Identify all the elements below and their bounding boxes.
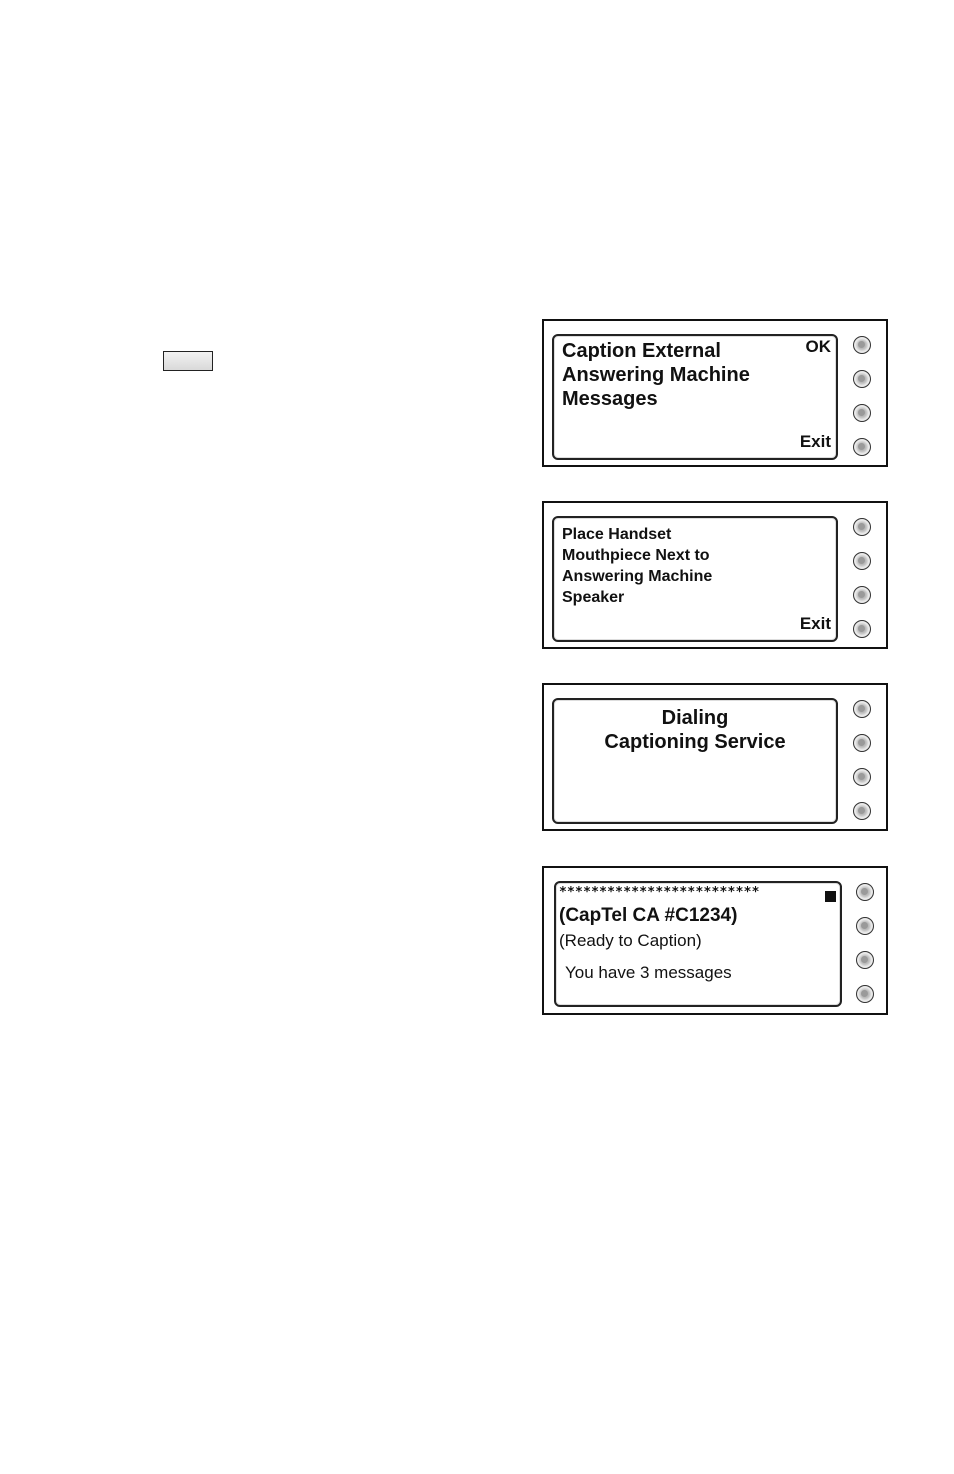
ok-softkey-label: OK [805, 337, 831, 356]
captel-id-line: (CapTel CA #C1234) [559, 905, 738, 926]
round-button-icon[interactable] [853, 802, 871, 820]
exit-softkey-label: Exit [799, 432, 831, 451]
signal-stars: ************************* [559, 885, 760, 900]
side-button-column [840, 503, 886, 647]
round-button-icon[interactable] [856, 883, 874, 901]
block-cursor-icon [825, 891, 836, 902]
display-panel-place-handset [542, 501, 888, 649]
status-line: (Ready to Caption) [559, 931, 702, 950]
round-button-icon[interactable] [853, 370, 871, 388]
round-button-icon[interactable] [853, 700, 871, 718]
key-button-icon [163, 351, 213, 371]
screen-text-line: Captioning Service [604, 731, 786, 753]
round-button-icon[interactable] [853, 336, 871, 354]
screen-text-line: Messages [562, 388, 658, 410]
round-button-icon[interactable] [853, 438, 871, 456]
round-button-icon[interactable] [856, 917, 874, 935]
round-button-icon[interactable] [853, 552, 871, 570]
screen-text-line: Mouthpiece Next to [562, 547, 710, 564]
lcd-screen [552, 334, 838, 460]
exit-softkey-label: Exit [799, 614, 831, 633]
round-button-icon[interactable] [856, 985, 874, 1003]
screen-text-line: Caption External [562, 340, 721, 362]
lcd-screen [552, 516, 838, 642]
side-button-column [840, 868, 886, 1013]
screen-text-line: Place Handset [562, 526, 672, 543]
round-button-icon[interactable] [853, 518, 871, 536]
message-count-line: You have 3 messages [565, 963, 732, 982]
display-panel-caption-external [542, 319, 888, 467]
side-button-column [840, 685, 886, 829]
round-button-icon[interactable] [853, 620, 871, 638]
screen-text-line: Answering Machine [562, 568, 713, 585]
round-button-icon[interactable] [853, 734, 871, 752]
display-panel-ready [542, 866, 888, 1015]
round-button-icon[interactable] [853, 586, 871, 604]
lcd-screen [552, 698, 838, 824]
screen-text-line: Speaker [562, 589, 625, 606]
screen-text-line: Answering Machine [562, 364, 750, 386]
round-button-icon[interactable] [853, 404, 871, 422]
screen-text-line: Dialing [661, 707, 729, 729]
round-button-icon[interactable] [853, 768, 871, 786]
display-panel-dialing [542, 683, 888, 831]
side-button-column [840, 321, 886, 465]
lcd-screen [554, 881, 842, 1007]
round-button-icon[interactable] [856, 951, 874, 969]
